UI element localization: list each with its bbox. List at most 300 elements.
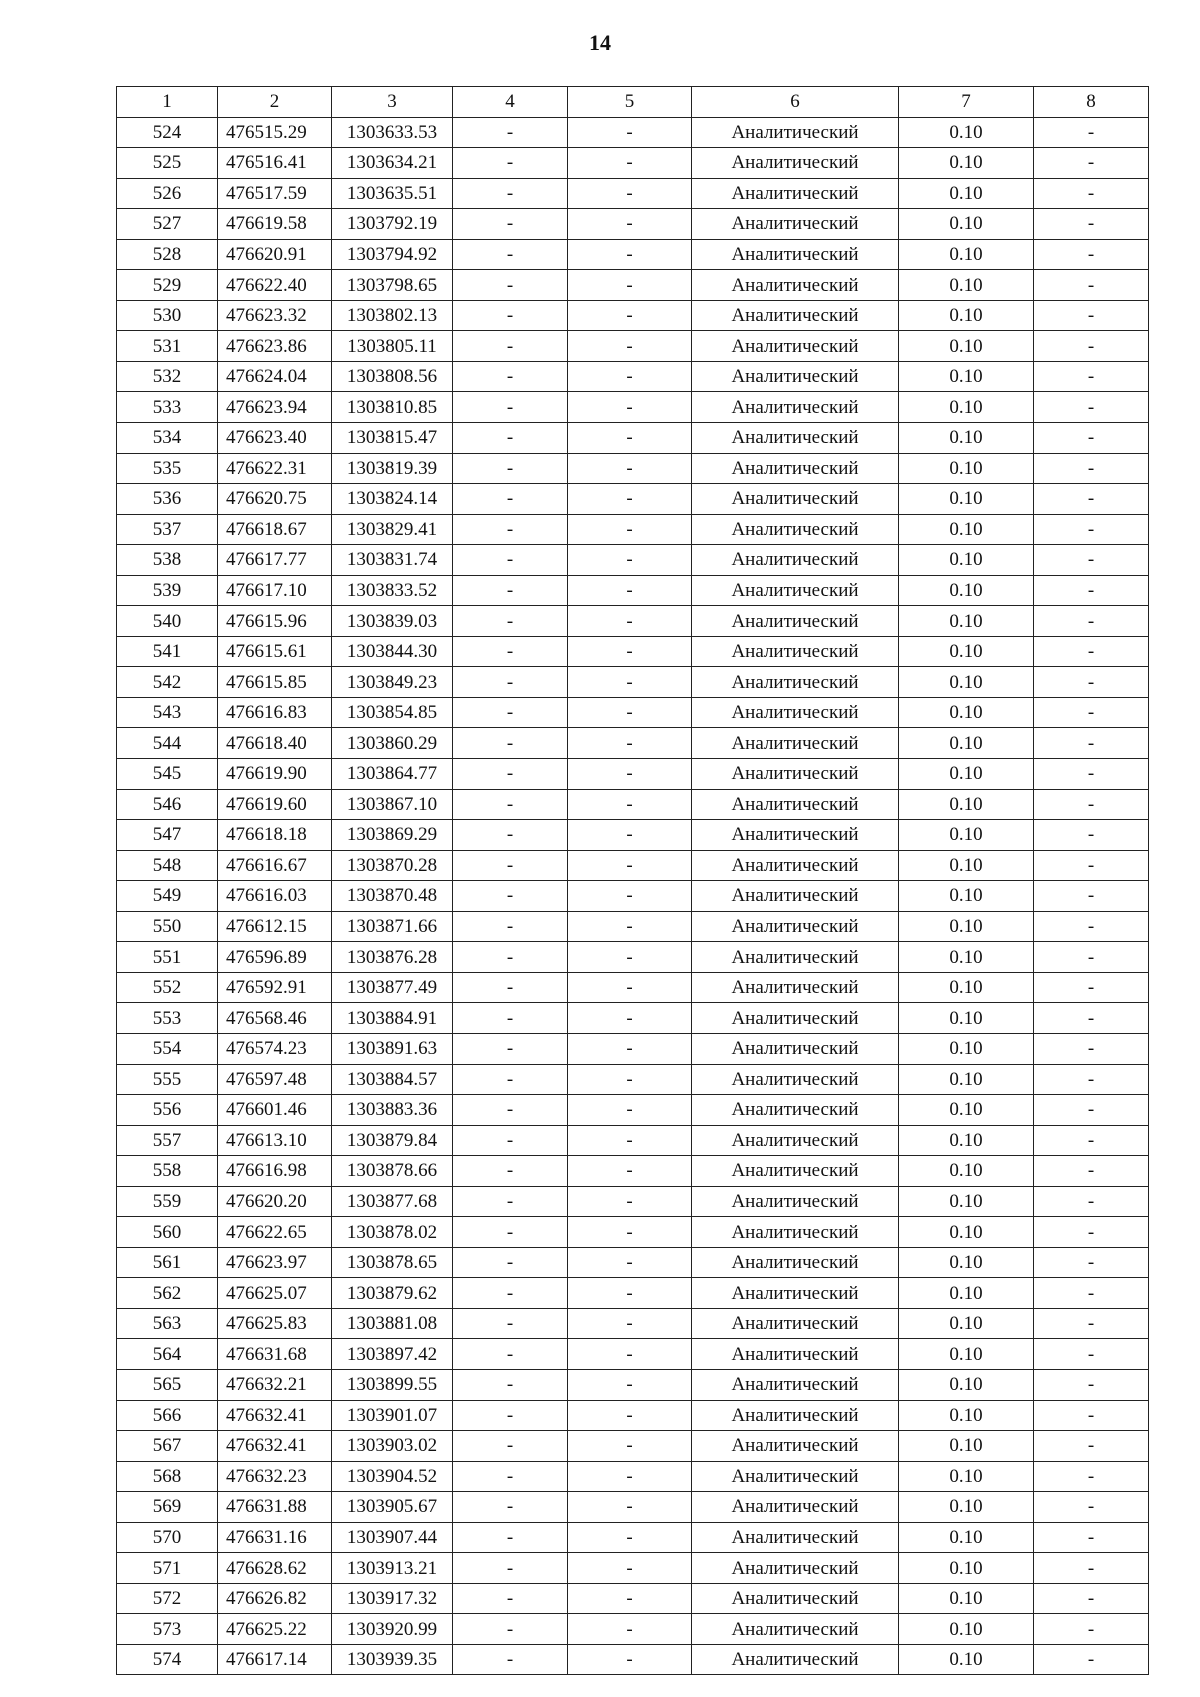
table-cell-col-8: - xyxy=(1034,636,1149,667)
table-cell-col-6: Аналитический xyxy=(692,300,899,331)
table-cell-col-1: 530 xyxy=(117,300,218,331)
table-cell-col-8: - xyxy=(1034,545,1149,576)
table-cell-col-6: Аналитический xyxy=(692,1003,899,1034)
table-cell-col-3: 1303939.35 xyxy=(332,1644,453,1675)
table-row xyxy=(117,1033,1149,1064)
table-cell-col-5: - xyxy=(568,1522,692,1553)
table-cell-col-2: 476619.60 xyxy=(218,789,332,820)
table-cell-col-6: Аналитический xyxy=(692,1095,899,1126)
table-cell-col-3: 1303884.91 xyxy=(332,1003,453,1034)
table-cell-col-1: 532 xyxy=(117,361,218,392)
table-cell-col-5: - xyxy=(568,728,692,759)
table-cell-col-6: Аналитический xyxy=(692,1369,899,1400)
table-cell-col-4: - xyxy=(453,239,568,270)
column-header-1: 1 xyxy=(117,87,218,118)
table-cell-col-2: 476623.32 xyxy=(218,300,332,331)
table-cell-col-6: Аналитический xyxy=(692,1033,899,1064)
table-cell-col-8: - xyxy=(1034,484,1149,515)
table-cell-col-3: 1303854.85 xyxy=(332,697,453,728)
table-cell-col-7: 0.10 xyxy=(899,1217,1034,1248)
table-cell-col-5: - xyxy=(568,392,692,423)
table-cell-col-6: Аналитический xyxy=(692,392,899,423)
table-cell-col-1: 551 xyxy=(117,942,218,973)
table-cell-col-6: Аналитический xyxy=(692,1522,899,1553)
table-cell-col-7: 0.10 xyxy=(899,667,1034,698)
table-cell-col-7: 0.10 xyxy=(899,575,1034,606)
table-cell-col-5: - xyxy=(568,1064,692,1095)
table-cell-col-7: 0.10 xyxy=(899,1156,1034,1187)
table-cell-col-1: 569 xyxy=(117,1492,218,1523)
table-cell-col-2: 476622.31 xyxy=(218,453,332,484)
table-cell-col-4: - xyxy=(453,1278,568,1309)
table-cell-col-5: - xyxy=(568,117,692,148)
table-cell-col-3: 1303633.53 xyxy=(332,117,453,148)
table-cell-col-1: 528 xyxy=(117,239,218,270)
table-cell-col-1: 570 xyxy=(117,1522,218,1553)
table-cell-col-3: 1303877.68 xyxy=(332,1186,453,1217)
table-cell-col-6: Аналитический xyxy=(692,270,899,301)
table-cell-col-2: 476618.67 xyxy=(218,514,332,545)
table-cell-col-4: - xyxy=(453,1461,568,1492)
table-cell-col-4: - xyxy=(453,820,568,851)
table-cell-col-3: 1303897.42 xyxy=(332,1339,453,1370)
table-cell-col-4: - xyxy=(453,606,568,637)
table-cell-col-6: Аналитический xyxy=(692,1217,899,1248)
table-cell-col-8: - xyxy=(1034,1003,1149,1034)
table-cell-col-3: 1303878.66 xyxy=(332,1156,453,1187)
table-cell-col-1: 548 xyxy=(117,850,218,881)
table-cell-col-3: 1303634.21 xyxy=(332,148,453,179)
table-cell-col-3: 1303794.92 xyxy=(332,239,453,270)
table-cell-col-5: - xyxy=(568,209,692,240)
table-cell-col-3: 1303870.28 xyxy=(332,850,453,881)
table-cell-col-6: Аналитический xyxy=(692,1156,899,1187)
table-cell-col-2: 476622.40 xyxy=(218,270,332,301)
table-cell-col-7: 0.10 xyxy=(899,759,1034,790)
table-cell-col-6: Аналитический xyxy=(692,820,899,851)
table-cell-col-5: - xyxy=(568,1217,692,1248)
table-cell-col-3: 1303815.47 xyxy=(332,423,453,454)
table-cell-col-2: 476625.07 xyxy=(218,1278,332,1309)
table-cell-col-7: 0.10 xyxy=(899,1644,1034,1675)
table-cell-col-5: - xyxy=(568,239,692,270)
table-cell-col-3: 1303829.41 xyxy=(332,514,453,545)
table-cell-col-7: 0.10 xyxy=(899,1431,1034,1462)
table-cell-col-8: - xyxy=(1034,1583,1149,1614)
table-cell-col-5: - xyxy=(568,514,692,545)
table-cell-col-3: 1303905.67 xyxy=(332,1492,453,1523)
table-cell-col-3: 1303920.99 xyxy=(332,1614,453,1645)
table-cell-col-4: - xyxy=(453,1583,568,1614)
table-cell-col-1: 549 xyxy=(117,881,218,912)
table-cell-col-4: - xyxy=(453,1186,568,1217)
table-cell-col-7: 0.10 xyxy=(899,300,1034,331)
table-cell-col-8: - xyxy=(1034,1369,1149,1400)
table-cell-col-7: 0.10 xyxy=(899,331,1034,362)
table-cell-col-8: - xyxy=(1034,820,1149,851)
table-cell-col-3: 1303867.10 xyxy=(332,789,453,820)
table-cell-col-4: - xyxy=(453,178,568,209)
table-cell-col-1: 525 xyxy=(117,148,218,179)
table-cell-col-6: Аналитический xyxy=(692,148,899,179)
table-cell-col-4: - xyxy=(453,1003,568,1034)
column-header-2: 2 xyxy=(218,87,332,118)
table-cell-col-4: - xyxy=(453,1339,568,1370)
table-cell-col-8: - xyxy=(1034,1400,1149,1431)
table-cell-col-4: - xyxy=(453,636,568,667)
table-cell-col-3: 1303878.02 xyxy=(332,1217,453,1248)
table-cell-col-4: - xyxy=(453,423,568,454)
table-cell-col-8: - xyxy=(1034,667,1149,698)
table-cell-col-8: - xyxy=(1034,1461,1149,1492)
table-cell-col-8: - xyxy=(1034,850,1149,881)
table-cell-col-1: 559 xyxy=(117,1186,218,1217)
table-row xyxy=(117,1247,1149,1278)
table-cell-col-6: Аналитический xyxy=(692,667,899,698)
table-cell-col-4: - xyxy=(453,728,568,759)
table-cell-col-8: - xyxy=(1034,239,1149,270)
table-cell-col-3: 1303917.32 xyxy=(332,1583,453,1614)
table-row xyxy=(117,331,1149,362)
table-row xyxy=(117,606,1149,637)
table-row xyxy=(117,453,1149,484)
table-cell-col-5: - xyxy=(568,270,692,301)
table-cell-col-6: Аналитический xyxy=(692,209,899,240)
table-cell-col-3: 1303792.19 xyxy=(332,209,453,240)
table-cell-col-5: - xyxy=(568,1247,692,1278)
table-row xyxy=(117,911,1149,942)
table-row xyxy=(117,1156,1149,1187)
table-row xyxy=(117,1492,1149,1523)
table-cell-col-2: 476625.83 xyxy=(218,1308,332,1339)
table-row xyxy=(117,1186,1149,1217)
table-cell-col-7: 0.10 xyxy=(899,636,1034,667)
table-cell-col-5: - xyxy=(568,759,692,790)
table-cell-col-8: - xyxy=(1034,331,1149,362)
table-cell-col-8: - xyxy=(1034,1339,1149,1370)
table-cell-col-8: - xyxy=(1034,1217,1149,1248)
column-header-3: 3 xyxy=(332,87,453,118)
table-cell-col-3: 1303913.21 xyxy=(332,1553,453,1584)
table-cell-col-6: Аналитический xyxy=(692,361,899,392)
table-row xyxy=(117,1644,1149,1675)
table-row xyxy=(117,1583,1149,1614)
table-cell-col-1: 534 xyxy=(117,423,218,454)
table-cell-col-1: 563 xyxy=(117,1308,218,1339)
table-cell-col-4: - xyxy=(453,1217,568,1248)
table-row xyxy=(117,881,1149,912)
table-cell-col-5: - xyxy=(568,331,692,362)
table-cell-col-2: 476620.20 xyxy=(218,1186,332,1217)
table-cell-col-8: - xyxy=(1034,392,1149,423)
table-cell-col-6: Аналитический xyxy=(692,850,899,881)
table-cell-col-7: 0.10 xyxy=(899,1461,1034,1492)
table-cell-col-2: 476623.94 xyxy=(218,392,332,423)
table-cell-col-8: - xyxy=(1034,1064,1149,1095)
table-cell-col-8: - xyxy=(1034,1125,1149,1156)
table-cell-col-1: 572 xyxy=(117,1583,218,1614)
table-cell-col-5: - xyxy=(568,1614,692,1645)
table-row xyxy=(117,1369,1149,1400)
table-cell-col-3: 1303805.11 xyxy=(332,331,453,362)
table-cell-col-4: - xyxy=(453,881,568,912)
table-cell-col-2: 476517.59 xyxy=(218,178,332,209)
table-row xyxy=(117,1125,1149,1156)
table-cell-col-1: 560 xyxy=(117,1217,218,1248)
table-cell-col-8: - xyxy=(1034,178,1149,209)
table-cell-col-8: - xyxy=(1034,453,1149,484)
table-cell-col-3: 1303833.52 xyxy=(332,575,453,606)
table-cell-col-8: - xyxy=(1034,361,1149,392)
table-cell-col-5: - xyxy=(568,1186,692,1217)
table-row xyxy=(117,361,1149,392)
table-cell-col-7: 0.10 xyxy=(899,148,1034,179)
table-cell-col-8: - xyxy=(1034,209,1149,240)
table-cell-col-1: 561 xyxy=(117,1247,218,1278)
table-cell-col-4: - xyxy=(453,1553,568,1584)
table-cell-col-1: 526 xyxy=(117,178,218,209)
table-cell-col-2: 476623.86 xyxy=(218,331,332,362)
table-cell-col-7: 0.10 xyxy=(899,178,1034,209)
table-cell-col-3: 1303798.65 xyxy=(332,270,453,301)
table-cell-col-6: Аналитический xyxy=(692,1247,899,1278)
table-cell-col-5: - xyxy=(568,1003,692,1034)
table-cell-col-5: - xyxy=(568,636,692,667)
table-cell-col-2: 476632.41 xyxy=(218,1400,332,1431)
page-number: 14 xyxy=(589,30,611,55)
table-cell-col-2: 476626.82 xyxy=(218,1583,332,1614)
table-cell-col-8: - xyxy=(1034,1033,1149,1064)
table-cell-col-5: - xyxy=(568,1644,692,1675)
table-cell-col-4: - xyxy=(453,209,568,240)
table-cell-col-2: 476617.77 xyxy=(218,545,332,576)
table-cell-col-2: 476612.15 xyxy=(218,911,332,942)
table-cell-col-5: - xyxy=(568,1095,692,1126)
table-row xyxy=(117,1400,1149,1431)
table-cell-col-4: - xyxy=(453,361,568,392)
table-header-row xyxy=(117,87,1149,118)
table-row xyxy=(117,728,1149,759)
table-cell-col-1: 540 xyxy=(117,606,218,637)
table-cell-col-4: - xyxy=(453,1156,568,1187)
table-row xyxy=(117,820,1149,851)
table-cell-col-5: - xyxy=(568,1431,692,1462)
table-cell-col-7: 0.10 xyxy=(899,423,1034,454)
table-cell-col-8: - xyxy=(1034,972,1149,1003)
table-cell-col-4: - xyxy=(453,1125,568,1156)
table-cell-col-5: - xyxy=(568,575,692,606)
table-cell-col-5: - xyxy=(568,1125,692,1156)
table-cell-col-2: 476616.83 xyxy=(218,697,332,728)
table-cell-col-3: 1303810.85 xyxy=(332,392,453,423)
table-cell-col-6: Аналитический xyxy=(692,178,899,209)
table-row xyxy=(117,1003,1149,1034)
table-cell-col-7: 0.10 xyxy=(899,361,1034,392)
table-cell-col-1: 541 xyxy=(117,636,218,667)
table-cell-col-7: 0.10 xyxy=(899,850,1034,881)
table-cell-col-2: 476625.22 xyxy=(218,1614,332,1645)
table-cell-col-5: - xyxy=(568,1156,692,1187)
table-cell-col-3: 1303877.49 xyxy=(332,972,453,1003)
table-cell-col-8: - xyxy=(1034,697,1149,728)
table-cell-col-4: - xyxy=(453,667,568,698)
table-cell-col-3: 1303907.44 xyxy=(332,1522,453,1553)
table-cell-col-6: Аналитический xyxy=(692,1308,899,1339)
table-cell-col-5: - xyxy=(568,1553,692,1584)
table-cell-col-4: - xyxy=(453,300,568,331)
table-cell-col-1: 535 xyxy=(117,453,218,484)
table-cell-col-6: Аналитический xyxy=(692,881,899,912)
table-cell-col-6: Аналитический xyxy=(692,789,899,820)
table-cell-col-3: 1303849.23 xyxy=(332,667,453,698)
table-cell-col-7: 0.10 xyxy=(899,209,1034,240)
table-cell-col-7: 0.10 xyxy=(899,1522,1034,1553)
table-cell-col-4: - xyxy=(453,697,568,728)
table-cell-col-8: - xyxy=(1034,728,1149,759)
table-cell-col-4: - xyxy=(453,1492,568,1523)
table-cell-col-6: Аналитический xyxy=(692,575,899,606)
table-cell-col-6: Аналитический xyxy=(692,331,899,362)
table-cell-col-2: 476515.29 xyxy=(218,117,332,148)
table-cell-col-1: 553 xyxy=(117,1003,218,1034)
table-cell-col-4: - xyxy=(453,148,568,179)
table-cell-col-2: 476624.04 xyxy=(218,361,332,392)
table-cell-col-2: 476574.23 xyxy=(218,1033,332,1064)
table-row xyxy=(117,1461,1149,1492)
table-cell-col-2: 476568.46 xyxy=(218,1003,332,1034)
table-cell-col-4: - xyxy=(453,759,568,790)
table-row xyxy=(117,1095,1149,1126)
table-cell-col-7: 0.10 xyxy=(899,1339,1034,1370)
table-cell-col-2: 476617.14 xyxy=(218,1644,332,1675)
table-row xyxy=(117,545,1149,576)
table-cell-col-6: Аналитический xyxy=(692,1614,899,1645)
table-row xyxy=(117,667,1149,698)
table-cell-col-5: - xyxy=(568,1461,692,1492)
table-cell-col-3: 1303871.66 xyxy=(332,911,453,942)
table-cell-col-6: Аналитический xyxy=(692,1400,899,1431)
table-row xyxy=(117,300,1149,331)
table-cell-col-2: 476516.41 xyxy=(218,148,332,179)
table-cell-col-5: - xyxy=(568,667,692,698)
table-cell-col-7: 0.10 xyxy=(899,728,1034,759)
table-row xyxy=(117,1431,1149,1462)
column-header-7: 7 xyxy=(899,87,1034,118)
table-cell-col-3: 1303802.13 xyxy=(332,300,453,331)
table-cell-col-4: - xyxy=(453,1247,568,1278)
table-cell-col-7: 0.10 xyxy=(899,1033,1034,1064)
table-row xyxy=(117,423,1149,454)
table-row xyxy=(117,942,1149,973)
table-cell-col-8: - xyxy=(1034,911,1149,942)
table-cell-col-3: 1303860.29 xyxy=(332,728,453,759)
table-cell-col-5: - xyxy=(568,148,692,179)
table-cell-col-2: 476596.89 xyxy=(218,942,332,973)
table-cell-col-1: 573 xyxy=(117,1614,218,1645)
table-cell-col-1: 562 xyxy=(117,1278,218,1309)
table-cell-col-3: 1303904.52 xyxy=(332,1461,453,1492)
table-cell-col-8: - xyxy=(1034,1614,1149,1645)
table-cell-col-7: 0.10 xyxy=(899,606,1034,637)
table-cell-col-6: Аналитический xyxy=(692,1186,899,1217)
table-cell-col-5: - xyxy=(568,972,692,1003)
table-cell-col-4: - xyxy=(453,1614,568,1645)
table-row xyxy=(117,1064,1149,1095)
table-cell-col-3: 1303831.74 xyxy=(332,545,453,576)
table-cell-col-6: Аналитический xyxy=(692,942,899,973)
table-cell-col-8: - xyxy=(1034,300,1149,331)
table-cell-col-7: 0.10 xyxy=(899,514,1034,545)
table-cell-col-7: 0.10 xyxy=(899,789,1034,820)
table-cell-col-3: 1303824.14 xyxy=(332,484,453,515)
table-cell-col-7: 0.10 xyxy=(899,1064,1034,1095)
table-cell-col-7: 0.10 xyxy=(899,1278,1034,1309)
table-cell-col-8: - xyxy=(1034,423,1149,454)
table-cell-col-8: - xyxy=(1034,575,1149,606)
column-header-6: 6 xyxy=(692,87,899,118)
table-cell-col-6: Аналитический xyxy=(692,1644,899,1675)
table-cell-col-3: 1303881.08 xyxy=(332,1308,453,1339)
table-cell-col-1: 533 xyxy=(117,392,218,423)
table-cell-col-5: - xyxy=(568,178,692,209)
table-cell-col-7: 0.10 xyxy=(899,1003,1034,1034)
table-cell-col-6: Аналитический xyxy=(692,1583,899,1614)
table-cell-col-5: - xyxy=(568,942,692,973)
table-cell-col-5: - xyxy=(568,850,692,881)
table-row xyxy=(117,1278,1149,1309)
table-row xyxy=(117,1614,1149,1645)
table-cell-col-5: - xyxy=(568,484,692,515)
table-cell-col-5: - xyxy=(568,300,692,331)
table-cell-col-2: 476619.58 xyxy=(218,209,332,240)
table-cell-col-6: Аналитический xyxy=(692,636,899,667)
table-cell-col-4: - xyxy=(453,1095,568,1126)
table-cell-col-3: 1303635.51 xyxy=(332,178,453,209)
table-cell-col-8: - xyxy=(1034,1186,1149,1217)
table-cell-col-7: 0.10 xyxy=(899,453,1034,484)
table-cell-col-1: 524 xyxy=(117,117,218,148)
table-cell-col-4: - xyxy=(453,575,568,606)
table-cell-col-3: 1303864.77 xyxy=(332,759,453,790)
table-cell-col-5: - xyxy=(568,361,692,392)
table-cell-col-3: 1303891.63 xyxy=(332,1033,453,1064)
table-cell-col-2: 476631.68 xyxy=(218,1339,332,1370)
table-cell-col-6: Аналитический xyxy=(692,697,899,728)
table-cell-col-2: 476592.91 xyxy=(218,972,332,1003)
table-row xyxy=(117,117,1149,148)
table-cell-col-7: 0.10 xyxy=(899,117,1034,148)
table-cell-col-8: - xyxy=(1034,606,1149,637)
table-cell-col-1: 531 xyxy=(117,331,218,362)
table-cell-col-1: 558 xyxy=(117,1156,218,1187)
table-cell-col-5: - xyxy=(568,1033,692,1064)
table-cell-col-6: Аналитический xyxy=(692,1339,899,1370)
table-cell-col-1: 571 xyxy=(117,1553,218,1584)
table-cell-col-1: 552 xyxy=(117,972,218,1003)
table-row xyxy=(117,850,1149,881)
coordinates-table xyxy=(116,86,1149,1675)
table-cell-col-7: 0.10 xyxy=(899,972,1034,1003)
table-cell-col-4: - xyxy=(453,1644,568,1675)
column-header-4: 4 xyxy=(453,87,568,118)
table-cell-col-4: - xyxy=(453,1522,568,1553)
table-cell-col-2: 476632.41 xyxy=(218,1431,332,1462)
table-row xyxy=(117,209,1149,240)
table-cell-col-5: - xyxy=(568,423,692,454)
table-cell-col-4: - xyxy=(453,484,568,515)
table-cell-col-7: 0.10 xyxy=(899,1583,1034,1614)
table-cell-col-6: Аналитический xyxy=(692,484,899,515)
